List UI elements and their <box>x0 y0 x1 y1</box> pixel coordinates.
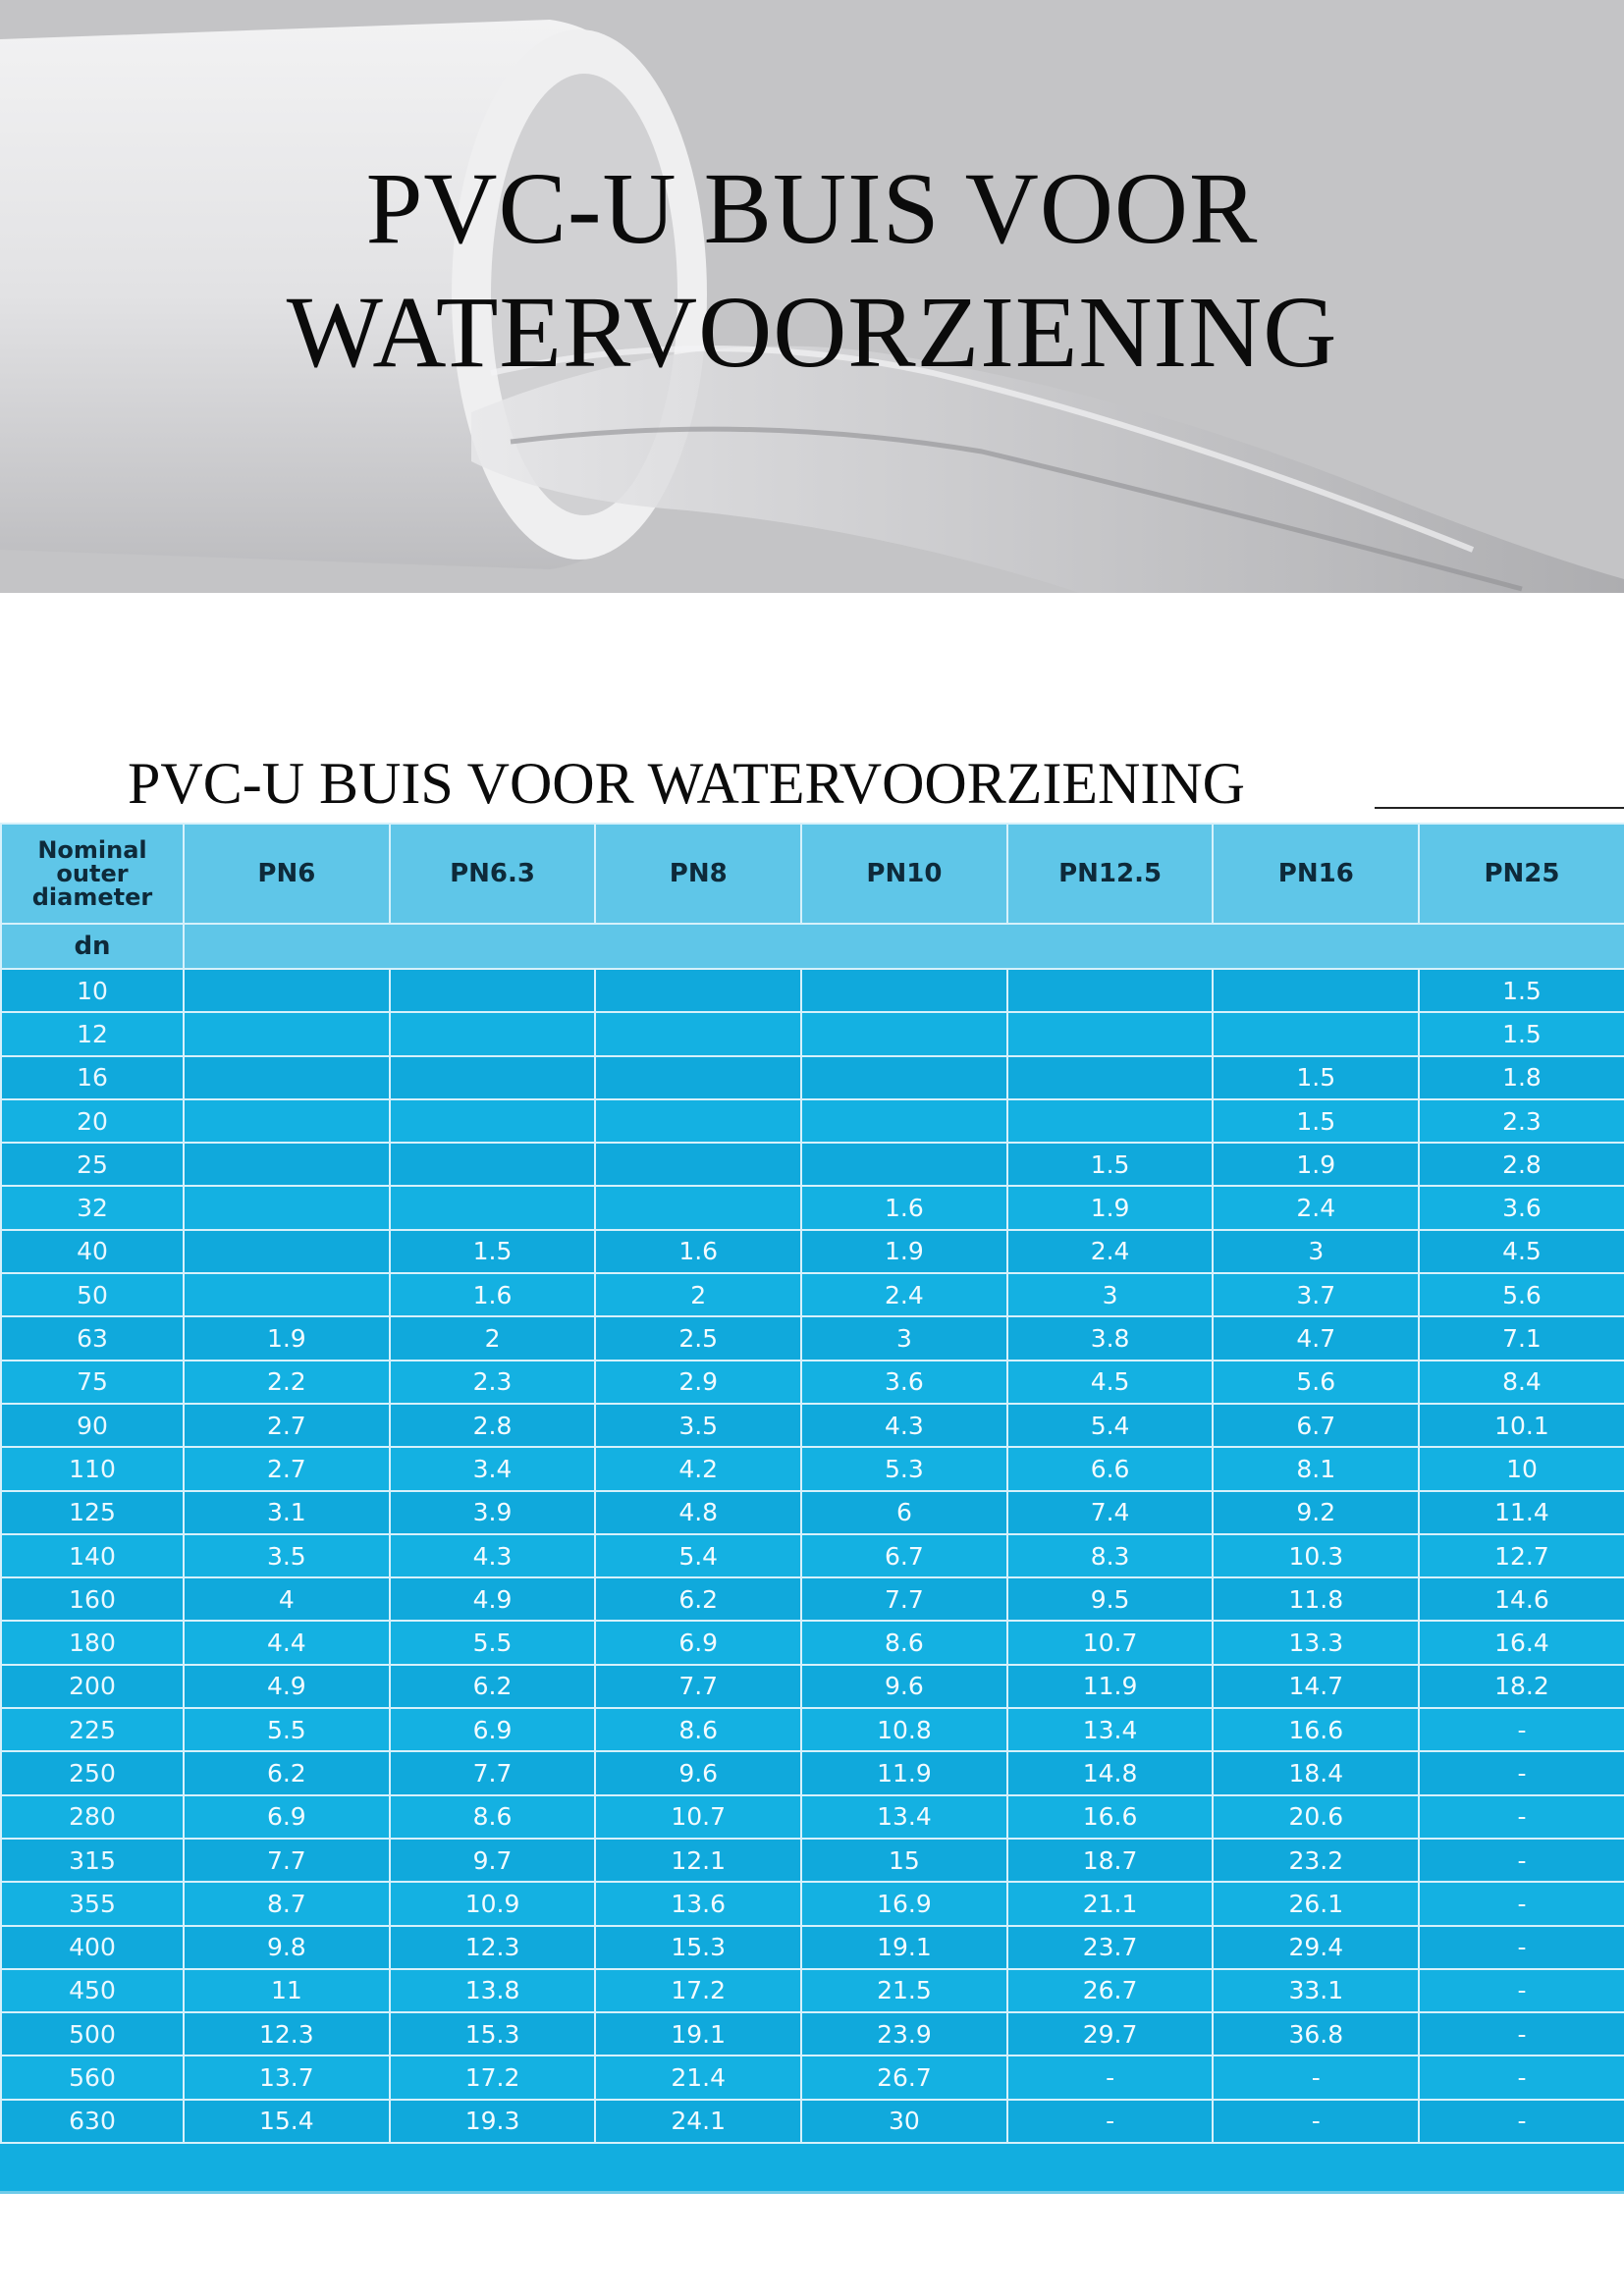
thickness-cell: 17.2 <box>390 2056 596 2099</box>
dn-cell: 50 <box>1 1273 184 1316</box>
thickness-cell: - <box>1007 2056 1214 2099</box>
thickness-cell: 6.2 <box>390 1665 596 1708</box>
thickness-cell <box>801 1099 1007 1143</box>
thickness-cell: 4.5 <box>1007 1361 1214 1404</box>
thickness-cell: 7.1 <box>1419 1316 1624 1360</box>
thickness-cell: 5.5 <box>184 1708 390 1751</box>
thickness-cell: 7.7 <box>184 1839 390 1882</box>
thickness-cell <box>184 1230 390 1273</box>
table-row <box>1 1230 1624 1273</box>
thickness-cell <box>184 1273 390 1316</box>
thickness-cell: 3.9 <box>390 1491 596 1534</box>
table-row <box>1 1447 1624 1490</box>
dn-cell: 160 <box>1 1577 184 1621</box>
thickness-cell: - <box>1419 1882 1624 1925</box>
thickness-cell: - <box>1213 2056 1419 2099</box>
thickness-cell: 2.8 <box>1419 1143 1624 1186</box>
thickness-cell: 6.7 <box>801 1534 1007 1577</box>
thickness-cell: - <box>1419 1795 1624 1839</box>
thickness-cell: 3.6 <box>1419 1186 1624 1229</box>
dn-label: dn <box>1 924 184 969</box>
thickness-cell <box>390 1143 596 1186</box>
dn-cell: 630 <box>1 2100 184 2143</box>
thickness-cell: 8.6 <box>390 1795 596 1839</box>
thickness-cell: - <box>1007 2100 1214 2143</box>
thickness-cell: 5.4 <box>595 1534 801 1577</box>
column-header-pn25: PN25 <box>1419 824 1624 924</box>
thickness-cell: 2.3 <box>1419 1099 1624 1143</box>
thickness-cell <box>595 969 801 1012</box>
thickness-cell: 6.2 <box>595 1577 801 1621</box>
thickness-cell: 21.4 <box>595 2056 801 2099</box>
thickness-cell: 15.4 <box>184 2100 390 2143</box>
thickness-cell: 10.7 <box>1007 1621 1214 1664</box>
table-row <box>1 1621 1624 1664</box>
thickness-cell: 3 <box>801 1316 1007 1360</box>
thickness-cell: 4.3 <box>801 1404 1007 1447</box>
thickness-cell: 4.3 <box>390 1534 596 1577</box>
thickness-cell <box>390 1099 596 1143</box>
thickness-cell: 4.9 <box>184 1665 390 1708</box>
thickness-cell <box>595 1056 801 1099</box>
thickness-cell: 24.1 <box>595 2100 801 2143</box>
dn-cell: 12 <box>1 1012 184 1055</box>
hero-title-line-2: WATERVOORZIENING <box>286 276 1338 389</box>
thickness-cell <box>801 1056 1007 1099</box>
thickness-cell: 2.2 <box>184 1361 390 1404</box>
thickness-cell: 1.9 <box>801 1230 1007 1273</box>
thickness-cell: 3.8 <box>1007 1316 1214 1360</box>
thickness-cell: 2.8 <box>390 1404 596 1447</box>
thickness-cell: - <box>1419 2100 1624 2143</box>
corner-header: Nominal outer diameter <box>1 824 184 924</box>
thickness-cell: 13.6 <box>595 1882 801 1925</box>
thickness-cell: 1.5 <box>1419 1012 1624 1055</box>
thickness-cell: 1.5 <box>390 1230 596 1273</box>
dn-cell: 110 <box>1 1447 184 1490</box>
dn-cell: 75 <box>1 1361 184 1404</box>
thickness-cell <box>595 1186 801 1229</box>
thickness-cell: 6 <box>801 1491 1007 1534</box>
table-row <box>1 1577 1624 1621</box>
dn-cell: 560 <box>1 2056 184 2099</box>
table-row <box>1 1273 1624 1316</box>
thickness-cell: 29.7 <box>1007 2012 1214 2056</box>
hero-banner <box>0 0 1624 593</box>
thickness-cell: 1.9 <box>1007 1186 1214 1229</box>
thickness-cell: 6.7 <box>1213 1404 1419 1447</box>
table-row <box>1 1665 1624 1708</box>
thickness-cell: 13.8 <box>390 1969 596 2012</box>
table-row <box>1 1708 1624 1751</box>
thickness-cell: 11.8 <box>1213 1577 1419 1621</box>
dn-cell: 400 <box>1 1926 184 1969</box>
table-row <box>1 1969 1624 2012</box>
thickness-cell <box>801 1012 1007 1055</box>
dn-cell: 500 <box>1 2012 184 2056</box>
table-row <box>1 1056 1624 1099</box>
table-row <box>1 1534 1624 1577</box>
table-row <box>1 1839 1624 1882</box>
thickness-cell: 33.1 <box>1213 1969 1419 2012</box>
thickness-cell <box>184 1012 390 1055</box>
thickness-cell: 9.8 <box>184 1926 390 1969</box>
thickness-cell: 19.1 <box>595 2012 801 2056</box>
thickness-cell: 26.7 <box>1007 1969 1214 2012</box>
thickness-cell: 16.6 <box>1007 1795 1214 1839</box>
thickness-cell <box>1213 969 1419 1012</box>
dn-cell: 32 <box>1 1186 184 1229</box>
table-row <box>1 1795 1624 1839</box>
dn-cell: 315 <box>1 1839 184 1882</box>
thickness-cell: 2.4 <box>1213 1186 1419 1229</box>
thickness-cell <box>1007 1099 1214 1143</box>
thickness-cell: 3.5 <box>595 1404 801 1447</box>
dn-cell: 63 <box>1 1316 184 1360</box>
thickness-cell <box>595 1012 801 1055</box>
thickness-cell: 17.2 <box>595 1969 801 2012</box>
subheader-spacer <box>184 924 1624 969</box>
thickness-cell: 1.8 <box>1419 1056 1624 1099</box>
thickness-cell <box>595 1143 801 1186</box>
hero-title <box>0 147 1624 395</box>
thickness-cell: 11 <box>184 1969 390 2012</box>
thickness-cell: 1.5 <box>1007 1143 1214 1186</box>
thickness-cell: 3.5 <box>184 1534 390 1577</box>
table-row <box>1 1099 1624 1143</box>
table-row <box>1 1012 1624 1055</box>
thickness-cell <box>184 969 390 1012</box>
thickness-cell: 13.4 <box>1007 1708 1214 1751</box>
thickness-cell: 8.4 <box>1419 1361 1624 1404</box>
thickness-cell: - <box>1419 1839 1624 1882</box>
dn-cell: 280 <box>1 1795 184 1839</box>
dn-cell: 450 <box>1 1969 184 2012</box>
thickness-cell <box>1007 969 1214 1012</box>
thickness-cell: - <box>1419 2012 1624 2056</box>
table-row <box>1 2012 1624 2056</box>
thickness-cell: 1.9 <box>1213 1143 1419 1186</box>
thickness-cell: 23.2 <box>1213 1839 1419 1882</box>
thickness-cell: 7.7 <box>801 1577 1007 1621</box>
thickness-cell <box>390 1012 596 1055</box>
thickness-cell <box>801 1143 1007 1186</box>
thickness-cell: 1.5 <box>1213 1099 1419 1143</box>
thickness-cell: 4.9 <box>390 1577 596 1621</box>
thickness-cell: 9.6 <box>595 1751 801 1794</box>
thickness-cell: 6.9 <box>184 1795 390 1839</box>
thickness-cell: 21.5 <box>801 1969 1007 2012</box>
thickness-cell: 1.6 <box>801 1186 1007 1229</box>
column-header-pn6: PN6 <box>184 824 390 924</box>
thickness-cell: 5.6 <box>1213 1361 1419 1404</box>
thickness-cell: 18.7 <box>1007 1839 1214 1882</box>
thickness-cell: 4 <box>184 1577 390 1621</box>
thickness-cell: 36.8 <box>1213 2012 1419 2056</box>
thickness-cell: 1.9 <box>184 1316 390 1360</box>
thickness-cell: 8.6 <box>595 1708 801 1751</box>
table-row <box>1 1361 1624 1404</box>
thickness-cell: - <box>1419 2056 1624 2099</box>
thickness-cell: 14.6 <box>1419 1577 1624 1621</box>
thickness-cell: 3 <box>1007 1273 1214 1316</box>
thickness-cell: 6.9 <box>390 1708 596 1751</box>
thickness-cell: 2.5 <box>595 1316 801 1360</box>
dn-cell: 180 <box>1 1621 184 1664</box>
thickness-cell: 4.5 <box>1419 1230 1624 1273</box>
thickness-cell: 9.7 <box>390 1839 596 1882</box>
thickness-cell: - <box>1419 1926 1624 1969</box>
thickness-cell <box>390 969 596 1012</box>
thickness-cell: 4.8 <box>595 1491 801 1534</box>
thickness-cell: 10.8 <box>801 1708 1007 1751</box>
thickness-cell: 13.3 <box>1213 1621 1419 1664</box>
thickness-cell: 3.4 <box>390 1447 596 1490</box>
thickness-cell: 19.1 <box>801 1926 1007 1969</box>
thickness-cell: 5.3 <box>801 1447 1007 1490</box>
hero-title-line-1: PVC-U BUIS VOOR <box>365 152 1259 265</box>
table-row <box>1 1491 1624 1534</box>
thickness-cell: 9.2 <box>1213 1491 1419 1534</box>
thickness-cell: 7.4 <box>1007 1491 1214 1534</box>
thickness-cell: 8.3 <box>1007 1534 1214 1577</box>
column-header-pn8: PN8 <box>595 824 801 924</box>
dn-cell: 125 <box>1 1491 184 1534</box>
table-row <box>1 1404 1624 1447</box>
thickness-cell: 2.3 <box>390 1361 596 1404</box>
table-body <box>1 969 1624 2143</box>
thickness-cell: 1.6 <box>390 1273 596 1316</box>
thickness-cell: - <box>1419 1751 1624 1794</box>
thickness-cell: 10.3 <box>1213 1534 1419 1577</box>
thickness-cell <box>390 1056 596 1099</box>
table-header-row <box>1 824 1624 924</box>
thickness-cell: 6.9 <box>595 1621 801 1664</box>
thickness-cell: 5.4 <box>1007 1404 1214 1447</box>
thickness-cell <box>801 969 1007 1012</box>
table-row <box>1 2056 1624 2099</box>
thickness-cell: 6.2 <box>184 1751 390 1794</box>
thickness-cell: 30 <box>801 2100 1007 2143</box>
thickness-cell <box>1007 1056 1214 1099</box>
table-row <box>1 1751 1624 1794</box>
dn-cell: 25 <box>1 1143 184 1186</box>
thickness-cell: 3.6 <box>801 1361 1007 1404</box>
thickness-cell: 3.7 <box>1213 1273 1419 1316</box>
thickness-cell: 4.7 <box>1213 1316 1419 1360</box>
thickness-cell <box>184 1056 390 1099</box>
thickness-cell <box>184 1186 390 1229</box>
table-row <box>1 1143 1624 1186</box>
thickness-cell: 8.7 <box>184 1882 390 1925</box>
table-row <box>1 1882 1624 1925</box>
thickness-cell: 23.7 <box>1007 1926 1214 1969</box>
dn-cell: 16 <box>1 1056 184 1099</box>
column-header-pn6-3: PN6.3 <box>390 824 596 924</box>
thickness-cell: 2 <box>390 1316 596 1360</box>
thickness-cell: 6.6 <box>1007 1447 1214 1490</box>
table-row <box>1 969 1624 1012</box>
thickness-cell: 5.5 <box>390 1621 596 1664</box>
thickness-cell <box>1007 1012 1214 1055</box>
thickness-cell: 4.4 <box>184 1621 390 1664</box>
thickness-cell: 10.7 <box>595 1795 801 1839</box>
thickness-cell: 8.6 <box>801 1621 1007 1664</box>
thickness-cell: 13.7 <box>184 2056 390 2099</box>
table-row <box>1 1186 1624 1229</box>
thickness-cell: 3 <box>1213 1230 1419 1273</box>
table-row <box>1 1926 1624 1969</box>
thickness-cell: 16.9 <box>801 1882 1007 1925</box>
dn-cell: 40 <box>1 1230 184 1273</box>
thickness-cell <box>184 1099 390 1143</box>
thickness-cell: 13.4 <box>801 1795 1007 1839</box>
thickness-cell <box>595 1099 801 1143</box>
dn-cell: 250 <box>1 1751 184 1794</box>
table-row <box>1 2100 1624 2143</box>
thickness-cell: 20.6 <box>1213 1795 1419 1839</box>
thickness-cell: 12.1 <box>595 1839 801 1882</box>
thickness-cell <box>184 1143 390 1186</box>
thickness-cell: 14.8 <box>1007 1751 1214 1794</box>
dn-cell: 90 <box>1 1404 184 1447</box>
thickness-cell: 2 <box>595 1273 801 1316</box>
thickness-cell: 16.6 <box>1213 1708 1419 1751</box>
thickness-cell: 9.6 <box>801 1665 1007 1708</box>
heading-underline <box>1375 807 1624 809</box>
dn-cell: 200 <box>1 1665 184 1708</box>
dn-cell: 355 <box>1 1882 184 1925</box>
thickness-cell: 2.7 <box>184 1404 390 1447</box>
column-header-pn12-5: PN12.5 <box>1007 824 1214 924</box>
thickness-cell: 1.5 <box>1419 969 1624 1012</box>
dn-cell: 225 <box>1 1708 184 1751</box>
thickness-cell: - <box>1419 1969 1624 2012</box>
thickness-cell: 1.6 <box>595 1230 801 1273</box>
wall-thickness-table <box>0 823 1624 2144</box>
column-header-pn10: PN10 <box>801 824 1007 924</box>
thickness-cell: - <box>1419 1708 1624 1751</box>
thickness-cell <box>1213 1012 1419 1055</box>
thickness-cell: 3.1 <box>184 1491 390 1534</box>
thickness-cell: 10.1 <box>1419 1404 1624 1447</box>
thickness-cell: 7.7 <box>595 1665 801 1708</box>
thickness-cell <box>390 1186 596 1229</box>
thickness-cell: 2.4 <box>801 1273 1007 1316</box>
thickness-cell: 2.9 <box>595 1361 801 1404</box>
dn-cell: 140 <box>1 1534 184 1577</box>
dn-cell: 10 <box>1 969 184 1012</box>
thickness-cell: 2.4 <box>1007 1230 1214 1273</box>
thickness-cell: 9.5 <box>1007 1577 1214 1621</box>
thickness-cell: 12.3 <box>390 1926 596 1969</box>
thickness-cell: 29.4 <box>1213 1926 1419 1969</box>
thickness-cell: 15 <box>801 1839 1007 1882</box>
wall-thickness-table-container <box>0 823 1624 2193</box>
table-row <box>1 1316 1624 1360</box>
thickness-cell: 8.1 <box>1213 1447 1419 1490</box>
thickness-cell: 12.7 <box>1419 1534 1624 1577</box>
thickness-cell: - <box>1213 2100 1419 2143</box>
thickness-cell: 18.2 <box>1419 1665 1624 1708</box>
table-bottom-edge <box>0 2191 1624 2194</box>
thickness-cell: 26.7 <box>801 2056 1007 2099</box>
table-subheader-row <box>1 924 1624 969</box>
thickness-cell: 7.7 <box>390 1751 596 1794</box>
thickness-cell: 21.1 <box>1007 1882 1214 1925</box>
thickness-cell: 10 <box>1419 1447 1624 1490</box>
thickness-cell: 11.9 <box>1007 1665 1214 1708</box>
thickness-cell: 11.9 <box>801 1751 1007 1794</box>
thickness-cell: 18.4 <box>1213 1751 1419 1794</box>
thickness-cell: 19.3 <box>390 2100 596 2143</box>
thickness-cell: 14.7 <box>1213 1665 1419 1708</box>
thickness-cell: 2.7 <box>184 1447 390 1490</box>
thickness-cell: 15.3 <box>390 2012 596 2056</box>
column-header-pn16: PN16 <box>1213 824 1419 924</box>
thickness-cell: 5.6 <box>1419 1273 1624 1316</box>
thickness-cell: 23.9 <box>801 2012 1007 2056</box>
dn-cell: 20 <box>1 1099 184 1143</box>
thickness-cell: 1.5 <box>1213 1056 1419 1099</box>
section-heading: PVC-U BUIS VOOR WATERVOORZIENING <box>128 751 1246 816</box>
thickness-cell: 16.4 <box>1419 1621 1624 1664</box>
thickness-cell: 4.2 <box>595 1447 801 1490</box>
thickness-cell: 26.1 <box>1213 1882 1419 1925</box>
thickness-cell: 11.4 <box>1419 1491 1624 1534</box>
thickness-cell: 12.3 <box>184 2012 390 2056</box>
thickness-cell: 10.9 <box>390 1882 596 1925</box>
thickness-cell: 15.3 <box>595 1926 801 1969</box>
